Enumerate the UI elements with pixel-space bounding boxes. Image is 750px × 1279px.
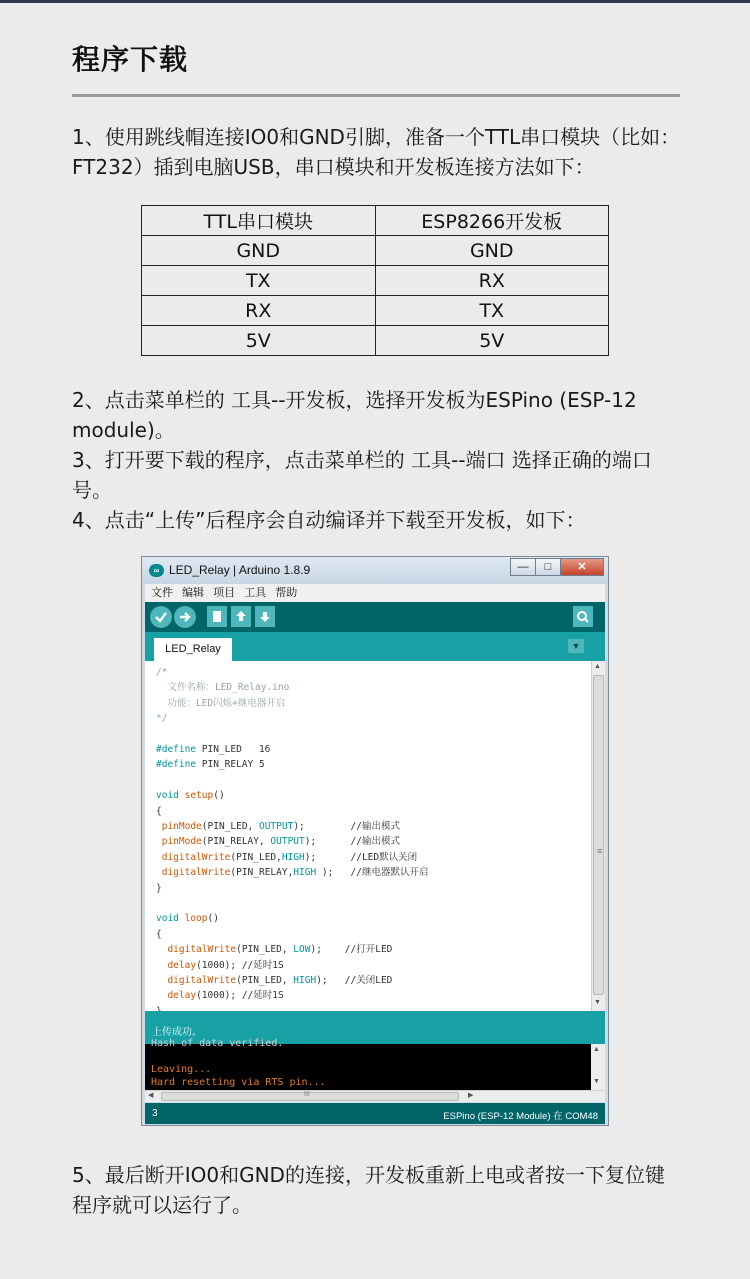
table-cell: RX — [142, 296, 376, 326]
page-title: 程序下载 — [72, 43, 189, 76]
code-line: delay(1000); //延时1S — [167, 959, 284, 971]
ide-tab-bar — [145, 632, 605, 661]
console-line: Leaving... — [151, 1064, 212, 1075]
step-3-text: 3、打开要下载的程序，点击菜单栏的 工具--端口 选择正确的端口号。 — [72, 448, 652, 502]
open-icon[interactable] — [231, 606, 251, 627]
ide-menu-bar — [145, 584, 605, 602]
code-line: pinMode(PIN_RELAY, OUTPUT); //输出模式 — [161, 836, 400, 848]
new-icon[interactable] — [207, 606, 227, 627]
code-line: /* — [156, 667, 168, 678]
title-divider — [72, 94, 680, 97]
ide-console[interactable] — [145, 1038, 591, 1090]
code-line: void setup() — [156, 790, 225, 802]
menu-edit[interactable]: 编辑 — [182, 587, 205, 599]
table-header-cell: ESP8266开发板 — [375, 206, 609, 236]
minimize-button[interactable]: — — [510, 558, 536, 576]
code-line: #define PIN_RELAY 5 — [156, 759, 265, 771]
code-line: pinMode(PIN_LED, OUTPUT); //输出模式 — [161, 821, 400, 832]
maximize-button[interactable]: □ — [535, 558, 561, 576]
menu-help[interactable]: 帮助 — [275, 587, 298, 599]
menu-tools[interactable]: 工具 — [244, 587, 267, 599]
ide-window-title: LED_Relay | Arduino 1.8.9 — [169, 563, 311, 577]
line-number: 3 — [152, 1108, 158, 1119]
scroll-up-arrow-icon[interactable]: ▲ — [594, 663, 601, 670]
board-port-info: ESPino (ESP-12 Module) 在 COM48 — [443, 1111, 598, 1122]
code-line: { — [156, 928, 162, 940]
verify-icon[interactable] — [150, 606, 172, 628]
code-line: digitalWrite(PIN_LED,HIGH); //LED默认关闭 — [161, 851, 418, 863]
menu-file[interactable]: 文件 — [151, 587, 173, 599]
close-button[interactable]: ✕ — [560, 558, 604, 576]
console-scroll-down-arrow-icon[interactable]: ▼ — [593, 1078, 600, 1085]
table-row — [142, 266, 609, 296]
pin-connection-table — [141, 205, 609, 356]
scroll-right-arrow-icon[interactable]: ▶ — [468, 1092, 474, 1099]
window-controls — [511, 558, 604, 577]
ide-title-bar[interactable] — [142, 557, 608, 584]
scroll-grip-icon: ≡ — [597, 846, 603, 856]
code-line: 文件名称：LED_Relay.ino — [156, 682, 290, 694]
serial-monitor-icon[interactable] — [573, 606, 593, 627]
console-hscroll-thumb[interactable] — [161, 1092, 459, 1101]
scroll-left-arrow-icon[interactable]: ◀ — [148, 1092, 154, 1099]
hscroll-grip-icon: III — [304, 1091, 310, 1098]
ide-toolbar — [145, 602, 605, 632]
code-line: 功能：LED闪烁+继电器开启 — [156, 697, 286, 709]
ide-footer-bar — [145, 1103, 605, 1124]
table-row — [142, 236, 609, 266]
code-line: */ — [156, 713, 168, 725]
tab-led-relay[interactable]: LED_Relay — [154, 638, 232, 661]
table-header-cell: TTL串口模块 — [142, 206, 376, 236]
table-cell: TX — [375, 296, 609, 326]
save-icon[interactable] — [255, 606, 275, 627]
step-2-text: 2、点击菜单栏的 工具--开发板，选择开发板为ESPino (ESP-12 module)。 — [72, 388, 637, 442]
table-row — [142, 326, 609, 356]
step-1-text: 1、使用跳线帽连接IO0和GND引脚，准备一个TTL串口模块（比如：FT232）插到电脑USB，串口模块和开发板连接方法如下： — [72, 125, 681, 179]
top-accent-bar — [0, 0, 750, 3]
table-row — [142, 296, 609, 326]
menu-sketch[interactable]: 项目 — [213, 587, 236, 599]
scroll-down-arrow-icon[interactable]: ▼ — [594, 999, 601, 1006]
arduino-logo-icon: ∞ — [149, 564, 164, 577]
upload-status-message: 上传成功。 — [152, 1027, 202, 1038]
table-cell: 5V — [142, 326, 376, 356]
step-5-text: 5、最后断开IO0和GND的连接，开发板重新上电或者按一下复位键程序就可以运行了。 — [72, 1163, 665, 1217]
editor-vertical-scrollbar[interactable] — [591, 661, 605, 1011]
console-line: Hash of data verified. — [151, 1038, 284, 1049]
console-vertical-scrollbar[interactable] — [591, 1044, 605, 1090]
table-cell: 5V — [375, 326, 609, 356]
table-cell: RX — [375, 266, 609, 296]
code-line: void loop() — [156, 913, 219, 925]
code-line: } — [156, 882, 162, 894]
code-line: { — [156, 805, 162, 817]
code-line: digitalWrite(PIN_LED, HIGH); //关闭LED — [167, 975, 393, 986]
table-cell: TX — [142, 266, 376, 296]
tab-menu-chevron-down-icon[interactable]: ▼ — [568, 639, 584, 653]
editor-scroll-thumb[interactable] — [593, 675, 604, 995]
console-horizontal-scrollbar[interactable] — [145, 1090, 605, 1102]
code-line: digitalWrite(PIN_LED, LOW); //打开LED — [167, 944, 393, 956]
table-cell: GND — [142, 236, 376, 266]
code-editor[interactable] — [145, 661, 591, 1011]
upload-icon[interactable] — [174, 606, 196, 628]
code-line: digitalWrite(PIN_RELAY,HIGH ); //继电器默认开启 — [161, 867, 429, 879]
code-line: delay(1000); //延时1S — [167, 990, 284, 1002]
console-line: Hard resetting via RTS pin... — [151, 1077, 326, 1088]
table-cell: GND — [375, 236, 609, 266]
arduino-ide-window — [141, 556, 609, 1126]
step-4-text: 4、点击“上传”后程序会自动编译并下载至开发板，如下： — [72, 508, 586, 532]
console-scroll-up-arrow-icon[interactable]: ▲ — [593, 1046, 600, 1053]
table-header-row — [142, 206, 609, 236]
code-line: #define PIN_LED 16 — [156, 744, 271, 755]
